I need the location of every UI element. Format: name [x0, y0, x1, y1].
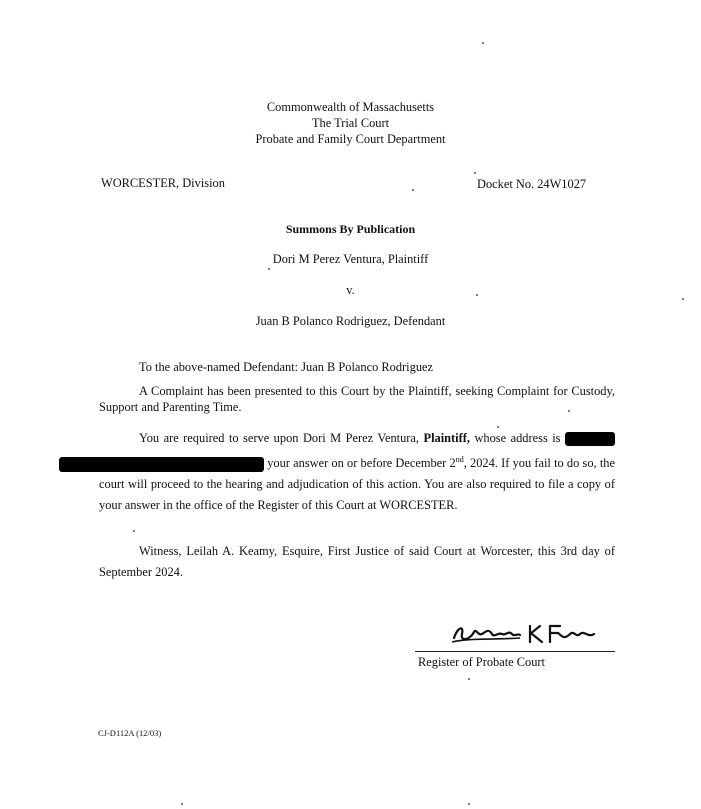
- serve-text-2: whose address is: [469, 431, 565, 445]
- witness-paragraph: Witness, Leilah A. Keamy, Esquire, First Justice of said Court at Worcester, this 3rd day of September 2024.: [99, 544, 615, 579]
- redaction-bar: [565, 432, 615, 446]
- court-name: Commonwealth of Massachusetts: [266, 100, 435, 114]
- serve-plaintiff-word: Plaintiff,: [423, 431, 470, 445]
- document-title: Summons By Publication: [285, 222, 416, 236]
- form-code: CJ-D112A (12/03): [98, 728, 162, 738]
- signature-image: [450, 620, 600, 648]
- scan-speck: [268, 268, 270, 270]
- scan-speck: [468, 803, 470, 805]
- scan-speck: [476, 294, 478, 296]
- scan-speck: [412, 189, 414, 191]
- defendant-line: Juan B Polanco Rodriguez, Defendant: [255, 314, 446, 328]
- scan-speck: [474, 172, 476, 174]
- scan-speck: [181, 803, 183, 805]
- scan-speck: [568, 410, 570, 412]
- scan-speck: [682, 298, 684, 300]
- scan-speck: [468, 678, 470, 680]
- serve-text-3: your answer on or before December 2: [264, 456, 456, 471]
- court-department: Probate and Family Court Department: [255, 132, 446, 146]
- complaint-paragraph: A Complaint has been presented to this Court by the Plaintiff, seeking Complaint for Custody, Support and Parenting Time.: [99, 384, 615, 414]
- serve-text-1: You are required to serve upon Dori M Perez Ventura,: [139, 431, 424, 445]
- division-label: WORCESTER, Division: [101, 176, 225, 190]
- versus-line: v.: [346, 283, 355, 297]
- redaction-bar: [59, 457, 264, 472]
- scan-speck: [482, 42, 484, 44]
- signature-line: [415, 651, 615, 652]
- addressee-line: To the above-named Defendant: Juan B Polanco Rodriguez: [139, 360, 434, 374]
- serve-text-4: , 2024. If you fail to do so, the court will proceed to the hearing and adjudication of this action. You are also required to file a copy of your answer in the office of the Register of this Court at WORCESTER.: [99, 456, 615, 513]
- serve-paragraph: [99, 428, 615, 516]
- serve-superscript: nd: [455, 455, 464, 464]
- plaintiff-line: Dori M Perez Ventura, Plaintiff: [272, 252, 429, 266]
- docket-number: Docket No. 24W1027: [477, 177, 587, 191]
- scan-speck: [497, 426, 499, 428]
- court-trial: The Trial Court: [311, 116, 390, 130]
- scan-speck: [133, 530, 135, 532]
- signature-caption: Register of Probate Court: [418, 655, 545, 669]
